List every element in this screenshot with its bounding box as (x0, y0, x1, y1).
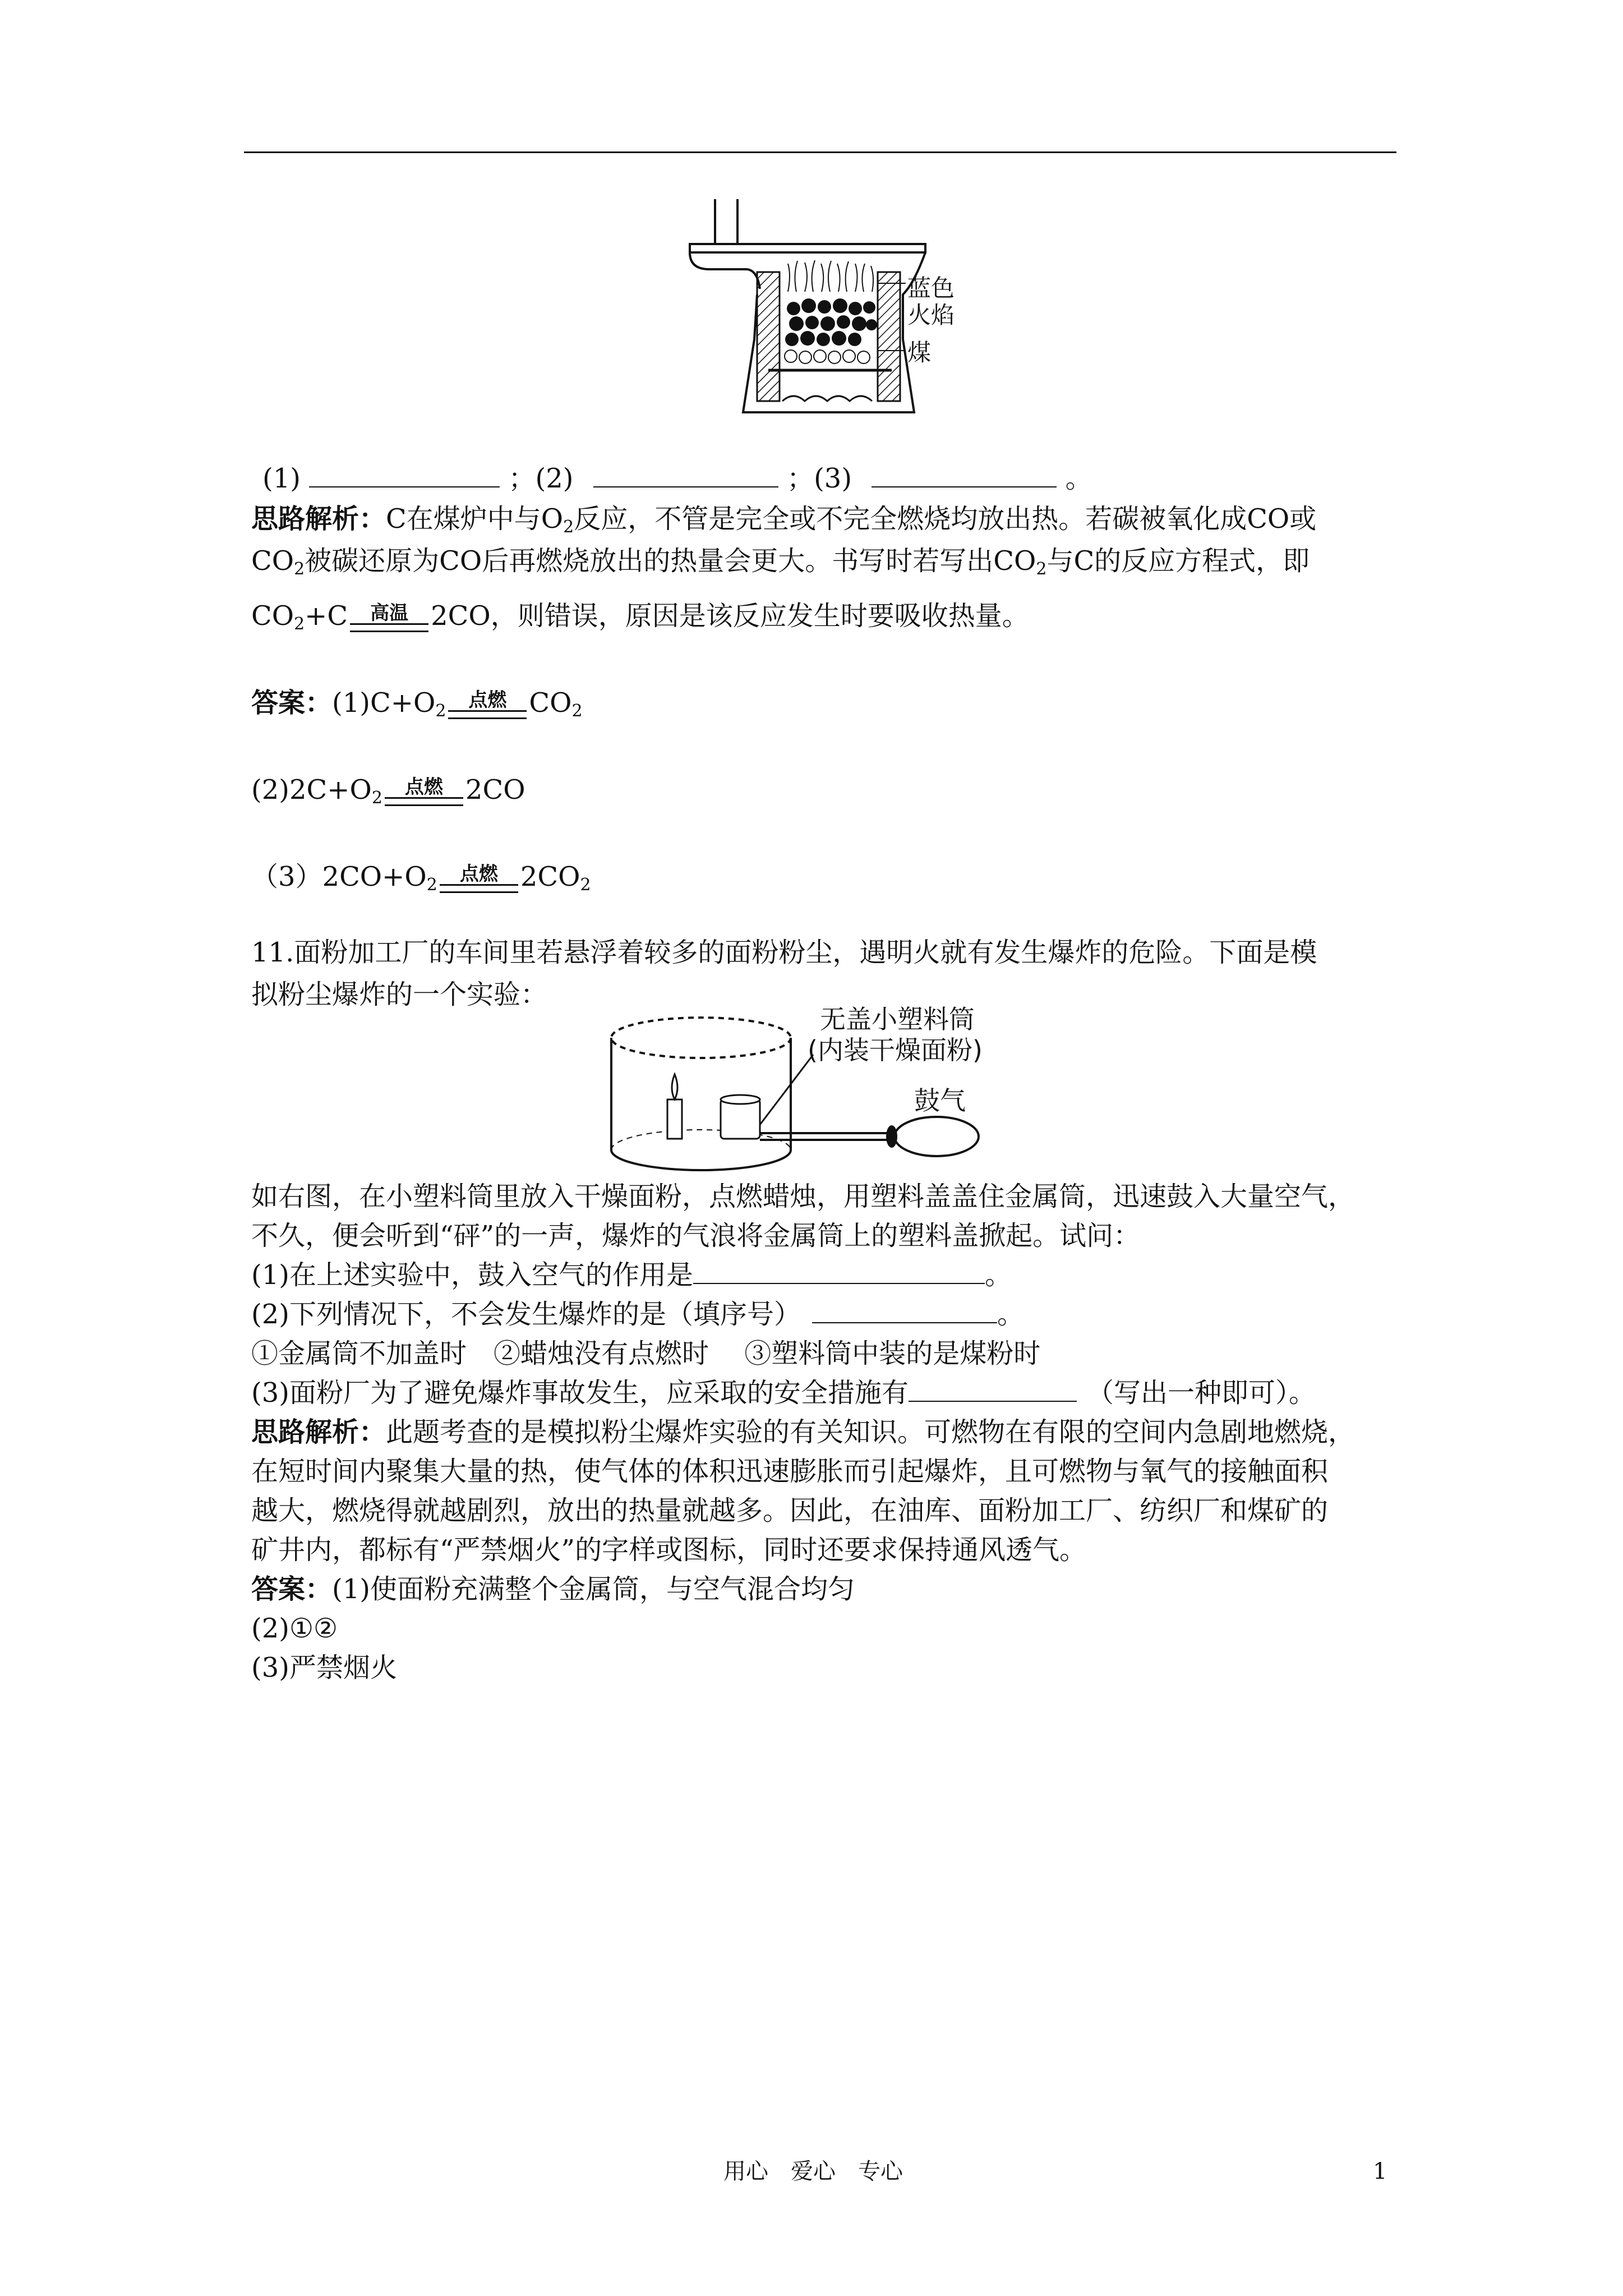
eq-text: 2CO (520, 861, 580, 892)
eq-condition: 点燃 (404, 776, 443, 798)
q11-answer-2: (2)①② (251, 1613, 338, 1644)
eq-text: (2)2C+O (251, 774, 372, 806)
subscript: 2 (571, 701, 583, 721)
q10-analysis-line-1 (251, 503, 1316, 543)
analysis-label: 思路解析： (251, 1416, 386, 1448)
eq-text: CO (251, 600, 294, 632)
eq-text: (1)C+O (332, 687, 436, 719)
header-rule (244, 151, 1396, 153)
subscript: 2 (294, 559, 305, 579)
q10-equation-co2-c (251, 600, 1029, 656)
q11-desc-line-2: 不久，便会听到“砰”的一声，爆炸的气浪将金属筒上的塑料盖掀起。试问： (251, 1220, 1141, 1251)
q11-blank-1[interactable] (693, 1260, 985, 1284)
analysis-label: 思路解析： (251, 503, 386, 535)
q10-answer-1 (251, 687, 583, 743)
blank-line-end: 。 (1065, 463, 1092, 494)
q10-answer-2 (251, 774, 525, 830)
q10-blanks-line (262, 463, 1092, 494)
fig-label-blow: 鼓气 (914, 1085, 966, 1116)
eq-text: CO (529, 687, 572, 719)
analysis-text: 反应，不管是完全或不完全燃烧均放出热。若碳被氧化成CO或 (574, 503, 1317, 535)
q11-desc-line-1: 如右图，在小塑料筒里放入干燥面粉，点燃蜡烛，用塑料盖盖住金属筒，迅速鼓入大量空气， (251, 1181, 1355, 1212)
question-end: （写出一种即可）。 (1087, 1377, 1316, 1409)
analysis-text: 被碳还原为CO后再燃烧放出的热量会更大。书写时若写出CO (305, 545, 1036, 577)
analysis-text: CO (251, 545, 294, 577)
eq-text: +C (305, 600, 348, 632)
eq-arrow (440, 864, 518, 901)
blank-2-label: ；(2) (508, 463, 574, 494)
eq-condition: 点燃 (459, 863, 498, 885)
eq-arrow (385, 777, 463, 814)
subscript: 2 (563, 517, 574, 537)
eq-text: 2CO (465, 774, 525, 806)
eq-text: （3）2CO+O (251, 861, 427, 892)
subscript: 2 (426, 875, 437, 895)
q11-answer-1 (251, 1573, 855, 1605)
question-end: 。 (985, 1259, 1012, 1291)
answer-text: (1)使面粉充满整个金属筒，与空气混合均匀 (332, 1573, 855, 1605)
analysis-text: 此题考查的是模拟粉尘爆炸实验的有关知识。可燃物在有限的空间内急剧地燃烧， (386, 1416, 1355, 1448)
q11-question-2 (251, 1299, 1024, 1330)
answer-label: 答案： (251, 687, 333, 719)
q11-analysis-line-2: 在短时间内聚集大量的热，使气体的体积迅速膨胀而引起爆炸，且可燃物与氧气的接触面积 (251, 1456, 1329, 1487)
label-blue-flame-1: 蓝色 (907, 274, 955, 302)
blank-1[interactable] (309, 464, 500, 487)
blank-3-label: ；(3) (787, 463, 852, 494)
eq-condition: 点燃 (468, 689, 507, 711)
subscript: 2 (371, 788, 382, 808)
question-text: (2)下列情况下，不会发生爆炸的是（填序号） (251, 1299, 801, 1330)
subscript: 2 (294, 614, 305, 634)
fig-label-flour: (内装干燥面粉) (808, 1035, 983, 1065)
q11-analysis-line-1 (251, 1416, 1355, 1448)
question-text: (1)在上述实验中，鼓入空气的作用是 (251, 1259, 693, 1291)
question-end: 。 (997, 1299, 1025, 1330)
subscript: 2 (580, 875, 591, 895)
blank-3[interactable] (872, 464, 1057, 487)
footer-motto: 用心 爱心 专心 (723, 2159, 903, 2184)
blank-1-label: (1) (262, 463, 301, 494)
q11-blank-3[interactable] (909, 1378, 1077, 1402)
eq-text: 2CO，则错误，原因是该反应发生时要吸收热量。 (431, 600, 1029, 632)
blank-2[interactable] (593, 464, 778, 487)
analysis-text: C在煤炉中与O (386, 503, 564, 535)
q10-answer-3 (251, 861, 591, 917)
q11-blank-2[interactable] (812, 1300, 997, 1323)
q11-options: ①金属筒不加盖时 ②蜡烛没有点燃时 ③塑料筒中装的是煤粉时 (251, 1338, 1041, 1369)
eq-condition: 高温 (370, 602, 409, 624)
fig-label-tube: 无盖小塑料筒 (820, 1004, 975, 1034)
q11-answer-3: (3)严禁烟火 (251, 1652, 397, 1683)
answer-label: 答案： (251, 1573, 333, 1605)
question-text: (3)面粉厂为了避免爆炸事故发生，应采取的安全措施有 (251, 1377, 909, 1409)
q11-question-3 (251, 1377, 1316, 1409)
label-coal: 煤 (907, 339, 932, 366)
eq-arrow (448, 690, 527, 727)
q11-stem-line-2: 拟粉尘爆炸的一个实验： (251, 979, 548, 1010)
q11-question-1 (251, 1259, 1012, 1291)
page-number: 1 (1373, 2159, 1387, 2184)
q11-analysis-line-4: 矿井内，都标有“严禁烟火”的字样或图标，同时还要求保持通风透气。 (251, 1534, 1087, 1566)
subscript: 2 (1036, 559, 1047, 579)
label-blue-flame-2: 火焰 (907, 301, 955, 329)
subscript: 2 (435, 701, 446, 721)
q10-analysis-line-2 (251, 545, 1310, 585)
eq-arrow (350, 603, 428, 640)
q11-stem-line-1: 11.面粉加工厂的车间里若悬浮着较多的面粉粉尘，遇明火就有发生爆炸的危险。下面是模 (251, 937, 1317, 968)
analysis-text: 与C的反应方程式，即 (1046, 545, 1310, 577)
q11-analysis-line-3: 越大，燃烧得就越剧烈，放出的热量就越多。因此，在油库、面粉加工厂、纺织厂和煤矿的 (251, 1495, 1329, 1526)
